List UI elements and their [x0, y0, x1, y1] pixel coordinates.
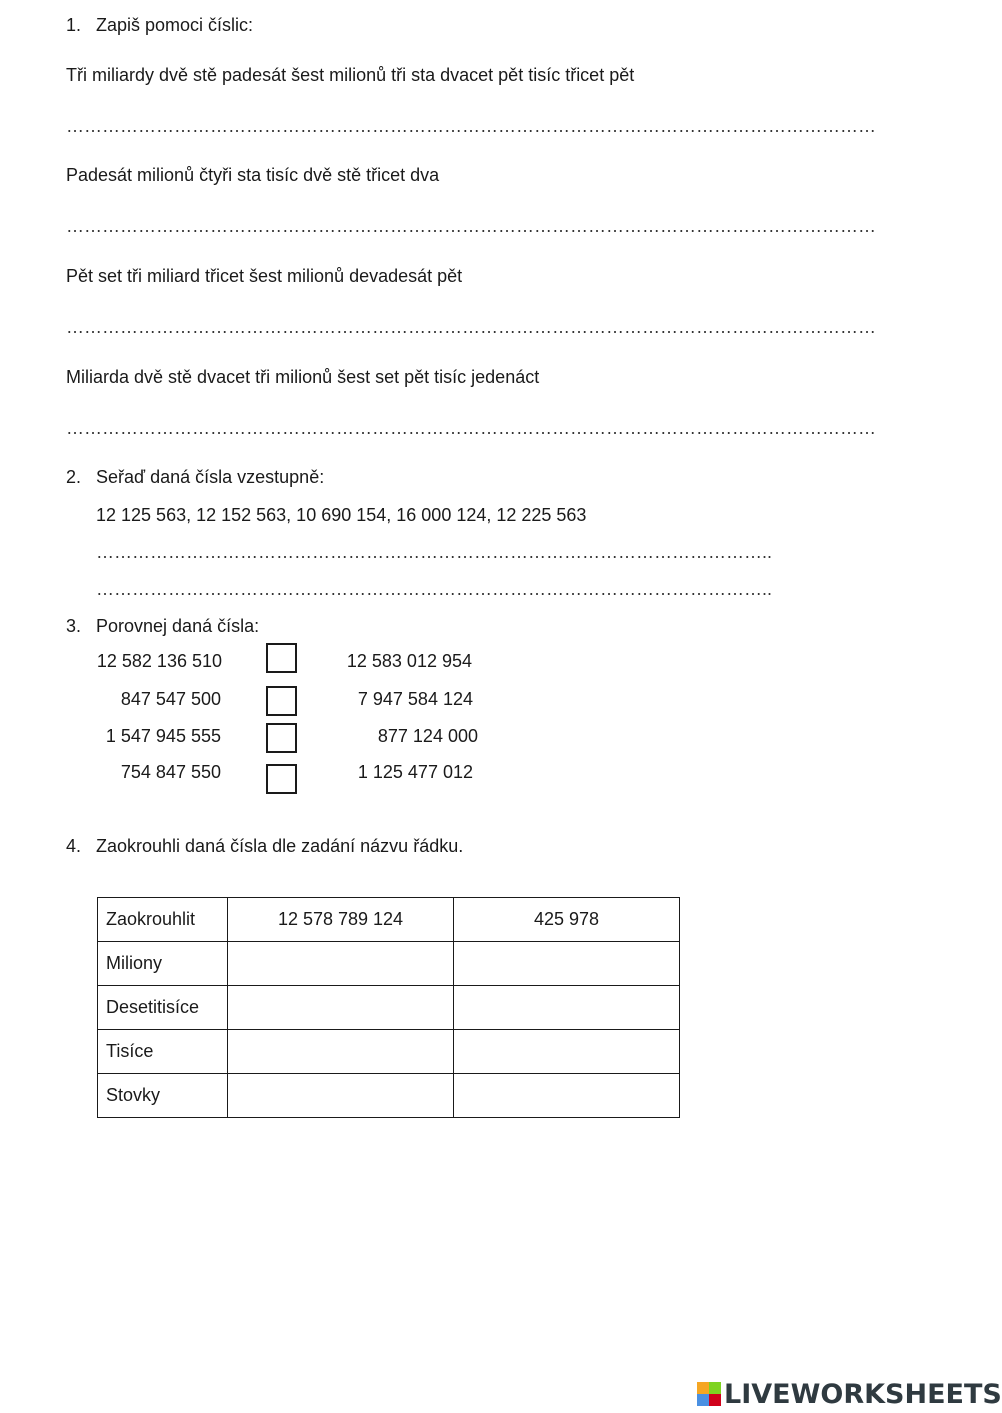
task1-answer-line-3[interactable]: ……………………………………………………………………………………………………………………… [66, 317, 876, 337]
compare-right-1: 12 583 012 954 [346, 651, 472, 671]
answer-cell-stovky-1[interactable] [228, 1074, 454, 1118]
table-header-label: Zaokrouhlit [98, 898, 228, 942]
rounding-table [97, 897, 680, 1118]
compare-box-1[interactable] [266, 643, 297, 673]
task1-number: 1. [66, 15, 82, 35]
task1-answer-line-2[interactable]: ……………………………………………………………………………………………………………………… [66, 216, 876, 236]
task1-answer-line-1[interactable]: ……………………………………………………………………………………………………………………… [66, 116, 876, 136]
table-header-number-2: 425 978 [454, 898, 680, 942]
table-row [98, 1074, 680, 1118]
answer-cell-tisice-2[interactable] [454, 1030, 680, 1074]
task2-answer-line-1[interactable]: ………………………………………………………………………………………………….. [96, 542, 773, 562]
compare-box-2[interactable] [266, 686, 297, 716]
task1-item-1: Tři miliardy dvě stě padesát šest milionů tři sta dvacet pět tisíc třicet pět [66, 65, 635, 85]
compare-box-4[interactable] [266, 764, 297, 794]
task1-item-4: Miliarda dvě stě dvacet tři milionů šest set pět tisíc jedenáct [66, 367, 540, 387]
compare-left-2: 847 547 500 [120, 689, 221, 709]
task2-numbers: 12 125 563, 12 152 563, 10 690 154, 16 000 124, 12 225 563 [96, 505, 587, 525]
compare-left-4: 754 847 550 [120, 762, 221, 782]
task1-title: Zapiš pomoci číslic: [96, 15, 254, 35]
answer-cell-stovky-2[interactable] [454, 1074, 680, 1118]
row-label-miliony: Miliony [98, 942, 228, 986]
row-label-desetitisice: Desetitisíce [98, 986, 228, 1030]
task2-title: Seřaď daná čísla vzestupně: [96, 467, 325, 487]
row-label-stovky: Stovky [98, 1074, 228, 1118]
table-row [98, 986, 680, 1030]
logo-square-4 [709, 1394, 721, 1406]
compare-right-3: 877 124 000 [377, 726, 478, 746]
task1-answer-line-4[interactable]: ……………………………………………………………………………………………………………………… [66, 418, 876, 438]
task4-number: 4. [66, 836, 82, 856]
table-header-row [98, 898, 680, 942]
compare-left-3: 1 547 945 555 [105, 726, 221, 746]
answer-cell-miliony-2[interactable] [454, 942, 680, 986]
liveworksheets-logo [697, 1378, 1002, 1410]
answer-cell-miliony-1[interactable] [228, 942, 454, 986]
answer-cell-desetitisice-1[interactable] [228, 986, 454, 1030]
logo-text: LIVEWORKSHEETS [724, 1378, 1002, 1410]
task3-number: 3. [66, 616, 82, 636]
compare-right-2: 7 947 584 124 [357, 689, 473, 709]
task1-item-3: Pět set tři miliard třicet šest milionů devadesát pět [66, 266, 463, 286]
task2-number: 2. [66, 467, 82, 487]
logo-square-3 [697, 1394, 709, 1406]
table-row [98, 942, 680, 986]
answer-cell-tisice-1[interactable] [228, 1030, 454, 1074]
task2-answer-line-2[interactable]: ………………………………………………………………………………………………….. [96, 579, 773, 599]
compare-left-1: 12 582 136 510 [96, 651, 222, 671]
task4-title: Zaokrouhli daná čísla dle zadání názvu řádku. [96, 836, 464, 856]
compare-box-3[interactable] [266, 723, 297, 753]
table-header-number-1: 12 578 789 124 [228, 898, 454, 942]
logo-square-2 [709, 1382, 721, 1394]
table-row [98, 1030, 680, 1074]
compare-right-4: 1 125 477 012 [357, 762, 473, 782]
logo-square-1 [697, 1382, 709, 1394]
answer-cell-desetitisice-2[interactable] [454, 986, 680, 1030]
logo-mark-icon [697, 1382, 721, 1406]
task3-title: Porovnej daná čísla: [96, 616, 260, 636]
task1-item-2: Padesát milionů čtyři sta tisíc dvě stě třicet dva [66, 165, 440, 185]
row-label-tisice: Tisíce [98, 1030, 228, 1074]
